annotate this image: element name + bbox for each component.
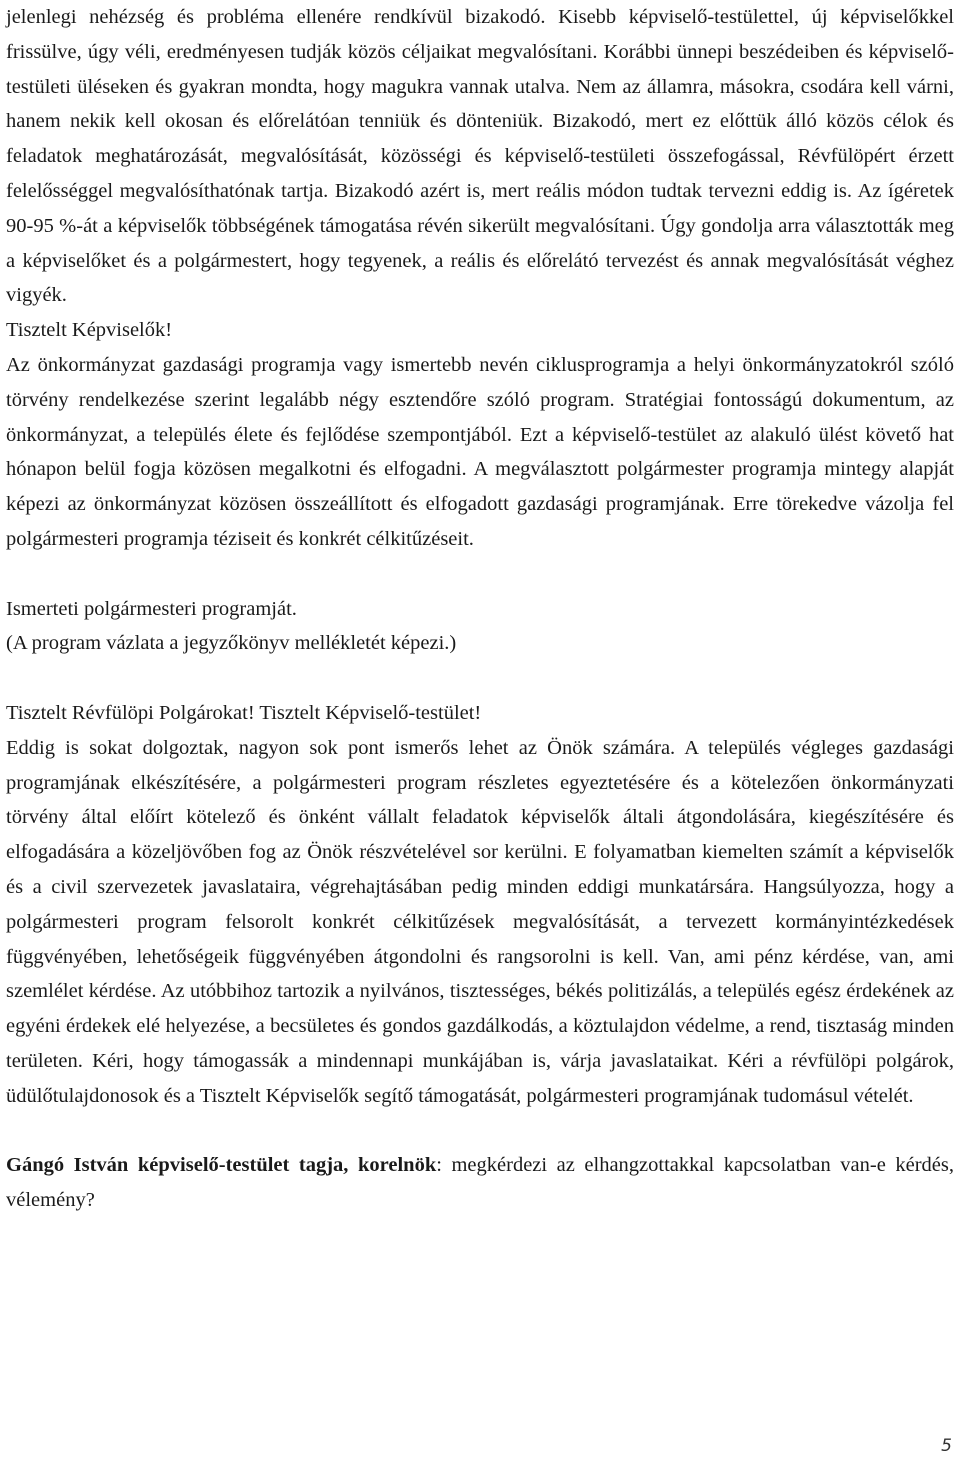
speaker-role: képviselő-testület tagja, <box>137 1154 349 1177</box>
speaker-paragraph <box>6 1148 954 1218</box>
paragraph: Eddig is sokat dolgoztak, nagyon sok pont ismerős lehet az Önök számára. A település végleges gazdasági programjának elkészítésére, a polgármesteri program részletes egyeztetésére és a kötelezően önkormányzati törvény által előírt kötelező és önként vállalt feladatok képviselők általi átgondolására, kiegészítésére és elfogadására a közeljövőben fog az Önök részvételével sor kerülni. E folyamatban kiemelten számít a képviselők és a civil szervezetek javaslataira, végrehajtásában pedig minden eddigi munkatársára. Hangsúlyozza, hogy a polgármesteri program felsorolt konkrét célkitűzések megvalósítását, a tervezett kormányintézkedések függvényében, lehetőségeik függvényében átgondolni és rangsorolni is kell. Van, ami pénz kérdése, van, ami szemlélet kérdése. Az utóbbihoz tartozik a nyilvános, tisztességes, békés politizálás, a település egész érdekének az egyéni érdekek elé helyezése, a becsületes és gondos gazdálkodás, a köztulajdon védelme, a rend, tisztaság minden területen. Kéri, hogy támogassák a mindennapi munkájában is, várja javaslataikat. Kéri a révfülöpi polgárok, üdülőtulajdonosok és a Tisztelt Képviselők segítő támogatását, polgármesteri programjának tudomásul vételét. <box>6 736 954 1107</box>
paragraph: Az önkormányzat gazdasági programja vagy ismertebb nevén ciklusprogramja a helyi önkormányzatokról szóló törvény rendelkezése szerint legalább négy esztendőre szóló program. Stratégiai fontosságú dokumentum, az önkormányzat, a település élete és fejlődése szempontjából. Ezt a képviselő-testület az alakuló ülést követő hat hónapon belül fogja közösen megalkotni és elfogadni. A megválasztott polgármester programja mintegy alapját képezi az önkormányzat közösen összeállított és elfogadott gazdasági programjának. Erre törekedve vázolja fel polgármesteri programja téziseit és konkrét célkitűzéseit. <box>6 353 954 550</box>
program-announcement: Ismerteti polgármesteri programját. <box>6 597 297 620</box>
paragraph-spacer <box>6 661 954 696</box>
paragraph-spacer <box>6 1114 954 1149</box>
salutation: Tisztelt Révfülöpi Polgárokat! Tisztelt Képviselő-testület! <box>6 701 482 724</box>
paragraph: jelenlegi nehézség és probléma ellenére rendkívül bizakodó. Kisebb képviselő-testülettel, új képviselőkkel frissülve, úgy véli, eredményesen tudják közös céljaikat megvalósítani. Korábbi ünnepi beszédeiben és képviselő-testületi üléseken és gyakran mondta, hogy magukra vannak utalva. Nem az államra, másokra, csodára kell várni, hanem nekik kell okosan és előrelátóan tenniük és dönteniük. Bizakodó, mert ez előttük álló közös célok és feladatok meghatározását, megvalósítását, közösségi és képviselő-testületi összefogással, Révfülöpért érzett felelősséggel megvalósíthatónak tartja. Bizakodó azért is, mert reális módon tudtak tervezni eddig is. Az ígéretek 90-95 %-át a képviselők többségének támogatása révén sikerült megvalósítani. Úgy gondolja arra választották meg a képviselőket és a polgármestert, hogy tegyenek, a reális és előrelátó tervezést és annak megvalósítását véghez vigyék. <box>6 6 954 307</box>
speaker-name: Gángó István <box>6 1154 129 1177</box>
speaker-text: : megkérdezi az elhangzottakkal kapcsolatban van-e kérdés, vélemény? <box>6 1154 955 1212</box>
paragraph-spacer <box>6 557 954 592</box>
salutation: Tisztelt Képviselők! <box>6 319 173 342</box>
attachment-note: (A program vázlata a jegyzőkönyv mellékletét képezi.) <box>6 632 457 655</box>
document-page <box>6 0 954 1218</box>
page-number: 5 <box>941 1436 952 1456</box>
speaker-title: korelnök <box>358 1154 437 1177</box>
